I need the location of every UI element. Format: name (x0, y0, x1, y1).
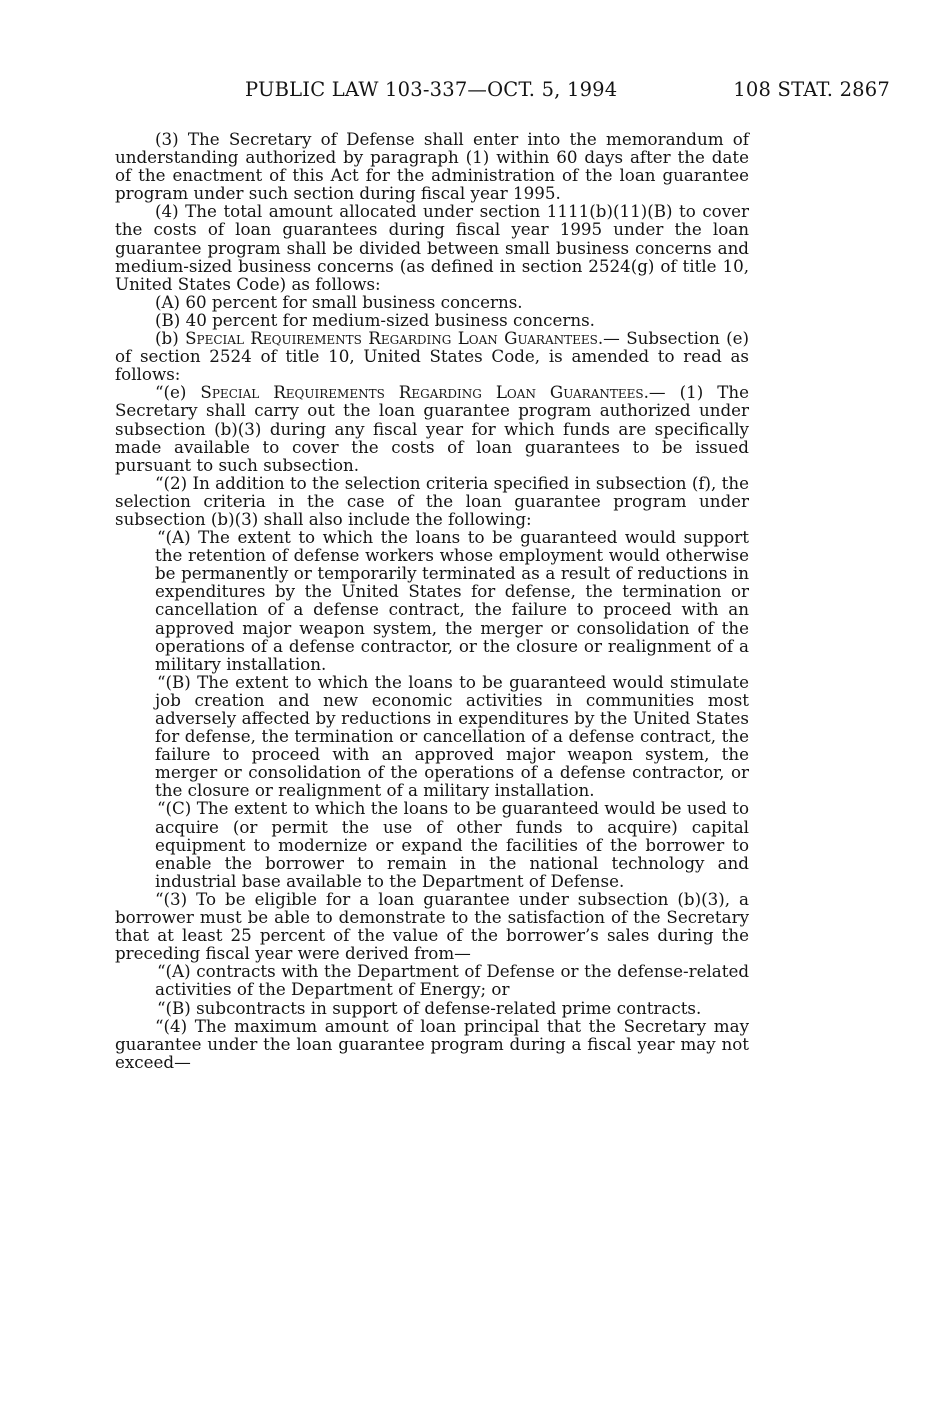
paragraph-4-allocation: (4) The total amount allocated under section 1111(b)(11)(B) to cover the costs of loan guarantees during fiscal year 1995 under the loan guarantee program shall be divided between small business concerns and medium-sized business concerns (as defined in section 2524(g) of title 10, United States Code) as follows: (115, 201, 749, 294)
paragraph-4-a: (A) 60 percent for small business concerns. (155, 291, 523, 312)
subsection-e-prefix: “(e) (155, 382, 201, 403)
amended-paragraph-2: “(2) In addition to the selection criteria specified in subsection (f), the selection criteria in the case of the loan guarantee program under subsection (b)(3) shall also include the following: (115, 472, 749, 529)
amended-subsection-e (115, 383, 749, 473)
subsection-e-heading: Special Requirements Regarding Loan Guarantees. (200, 382, 649, 403)
criteria-a: “(A) The extent to which the loans to be guaranteed would support the retention of defense workers whose employment would otherwise be permanently or temporarily terminated as a result of reductions in expenditures by the United States for defense, the termination or cancellation of a defense contract, the failure to proceed with an approved major weapon system, the merger or consolidation of the operations of a defense contractor, or the closure or realignment of a military installation. (155, 527, 749, 674)
amended-paragraph-4: “(4) The maximum amount of loan principal that the Secretary may guarantee under the loan guarantee program during a fiscal year may not exceed— (115, 1015, 749, 1072)
subsection-b (115, 329, 749, 383)
amended-paragraph-3: “(3) To be eligible for a loan guarantee under subsection (b)(3), a borrower must be able to demonstrate to the satisfaction of the Secretary that at least 25 percent of the value of the borrower’s sales during the preceding fiscal year were derived from— (115, 888, 749, 964)
subsection-b-prefix: (b) (155, 328, 186, 349)
eligibility-b: “(B) subcontracts in support of defense-related prime contracts. (157, 997, 702, 1018)
running-header (245, 78, 890, 106)
paragraph-4-b: (B) 40 percent for medium-sized business concerns. (155, 309, 595, 330)
eligibility-a: “(A) contracts with the Department of Defense or the defense-related activities of the Department of Energy; or (155, 961, 749, 1000)
criteria-c: “(C) The extent to which the loans to be guaranteed would be used to acquire (or permit the use of other funds to acquire) capital equipment to modernize or expand the facilities of the borrower to enable the borrower to remain in the national technology and industrial base available to the Department of Defense. (155, 798, 749, 891)
subsection-e-text: — (1) The Secretary shall carry out the loan guarantee program authorized under subsection (b)(3) during any fiscal year for which funds are specifically made available to cover the costs of loan guarantees to be issued pursuant to such subsection. (115, 382, 749, 475)
header-page-number: 108 STAT. 2867 (733, 78, 890, 101)
subsection-b-heading: Special Requirements Regarding Loan Guarantees. (185, 328, 604, 349)
header-law-citation: PUBLIC LAW 103-337—OCT. 5, 1994 (245, 78, 618, 101)
document-body (115, 130, 749, 1071)
subsection-b-text: — Subsection (e) of section 2524 of title 10, United States Code, is amended to read as follows: (115, 328, 749, 385)
criteria-b: “(B) The extent to which the loans to be guaranteed would stimulate job creation and new economic activities in communities most adversely affected by reductions in expenditures by the United States for defense, the termination or cancellation of a defense contract, the failure to proceed with an approved major weapon system, the merger or consolidation of the operations of a defense contractor, or the closure or realignment of a military installation. (155, 671, 749, 801)
paragraph-3-memorandum: (3) The Secretary of Defense shall enter into the memorandum of understanding authorized by paragraph (1) within 60 days after the date of the enactment of this Act for the administration of the loan guarantee program under such section during fiscal year 1995. (115, 129, 749, 204)
